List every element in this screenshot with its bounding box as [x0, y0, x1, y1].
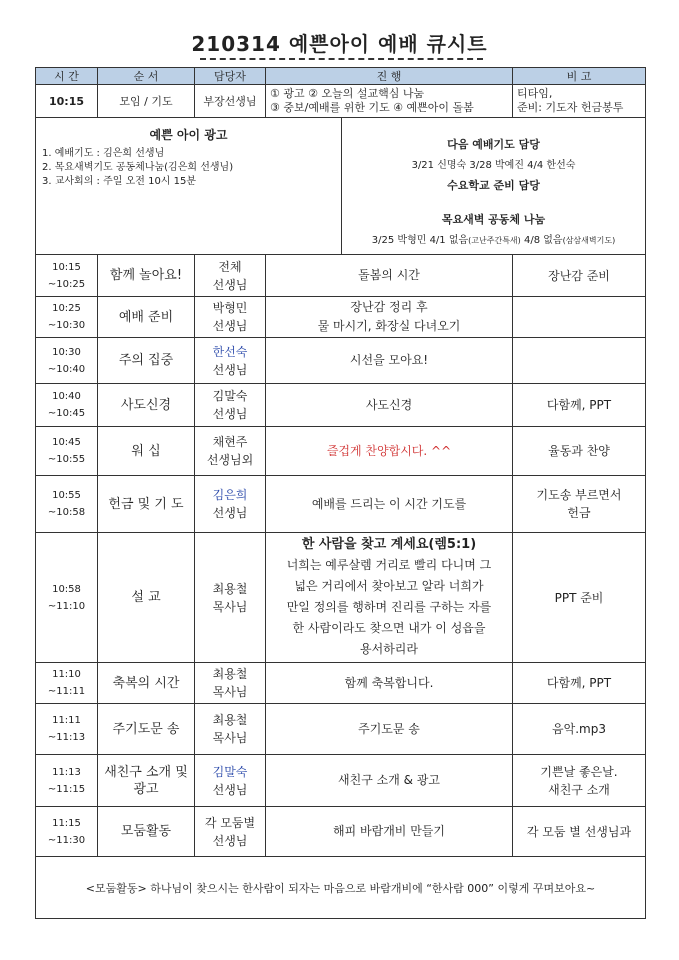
opening-row	[36, 85, 646, 118]
activity-note: <모둠활동> 하나님이 찾으시는 한사람이 되자는 마음으로 바람개비에 “한사람 000” 이렇게 꾸며보아요~	[36, 857, 646, 919]
note-line: 기도송 부르면서	[536, 488, 622, 502]
announcement-box	[36, 118, 342, 255]
person-name: 각 모둠별	[204, 815, 256, 830]
person-name: 최용철	[212, 713, 248, 727]
person-name: 최용철	[212, 667, 248, 681]
row-note: 각 모둠 별 선생님과	[513, 807, 646, 857]
row-note	[513, 476, 646, 533]
row-time	[36, 755, 98, 807]
time-start: 11:11	[52, 715, 81, 726]
row-time	[36, 663, 98, 704]
sermon-verse-line: 너희는 예루살렘 거리로 빨리 다니며 그	[286, 558, 492, 572]
thu-sharing-schedule	[346, 231, 641, 246]
row-time	[36, 476, 98, 533]
row-note	[513, 755, 646, 807]
person-title: 선생님	[212, 506, 248, 520]
opening-progress-line2: ③ 중보/예배를 위한 기도 ④ 예쁜아이 돌봄	[270, 101, 474, 114]
cue-sheet-table	[35, 67, 646, 919]
row-progress: 주기도문 송	[266, 704, 513, 755]
row-progress: 새친구 소개 & 광고	[266, 755, 513, 807]
prayer-duty-title: 다음 예배기도 담당	[447, 138, 540, 151]
note-line: 헌금	[567, 506, 591, 520]
row-person	[195, 476, 266, 533]
row-progress: 사도신경	[266, 384, 513, 427]
prayer-duty-schedule: 3/21 신명숙 3/28 박예진 4/4 한선숙	[411, 160, 576, 171]
time-end: ~11:10	[47, 600, 86, 612]
person-name: 전체	[218, 259, 242, 274]
row-note: PPT 준비	[513, 533, 646, 663]
note-line: 기쁜날 좋은날.	[540, 764, 618, 779]
row-note: 율동과 찬양	[513, 427, 646, 476]
table-row	[36, 755, 646, 807]
progress-line: 물 마시기, 화장실 다녀오기	[317, 319, 461, 333]
time-end: ~11:13	[47, 732, 86, 743]
person-title: 선생님	[212, 319, 248, 333]
time-end: ~10:58	[47, 507, 86, 518]
table-row	[36, 427, 646, 476]
thu-schedule-1-note: (고난주간특새)	[468, 236, 521, 245]
person-title: 선생님외	[206, 453, 254, 467]
row-time	[36, 807, 98, 857]
thu-sharing-title: 목요새벽 공동체 나눔	[441, 213, 546, 226]
row-person	[195, 297, 266, 338]
row-item	[98, 755, 195, 807]
time-start: 10:45	[52, 437, 81, 448]
row-item: 주의 집중	[98, 338, 195, 384]
row-item: 워 십	[98, 427, 195, 476]
opening-progress	[266, 85, 513, 118]
row-progress: 함께 축복합니다.	[266, 663, 513, 704]
row-item: 축복의 시간	[98, 663, 195, 704]
time-end: ~11:30	[47, 834, 86, 846]
person-title: 선생님	[212, 362, 248, 377]
table-row	[36, 476, 646, 533]
person-title: 목사님	[212, 731, 248, 745]
row-time	[36, 704, 98, 755]
person-title: 선생님	[212, 782, 248, 797]
time-start: 11:13	[52, 766, 81, 778]
row-time	[36, 427, 98, 476]
opening-note-line1: 티타임,	[517, 87, 553, 100]
person-name: 김말숙	[212, 389, 248, 403]
row-progress: 시선을 모아요!	[266, 338, 513, 384]
row-progress: 예배를 드리는 이 시간 기도를	[266, 476, 513, 533]
title-underline	[200, 58, 483, 60]
note-line: 새친구 소개	[548, 782, 610, 797]
announcement-title: 예쁜 아이 광고	[149, 128, 228, 142]
row-time	[36, 338, 98, 384]
time-end: ~10:25	[47, 278, 86, 290]
opening-time: 10:15	[36, 85, 98, 118]
table-header-row	[36, 68, 646, 85]
progress-line: 장난감 정리 후	[350, 300, 428, 314]
row-item: 사도신경	[98, 384, 195, 427]
row-person	[195, 427, 266, 476]
row-time	[36, 384, 98, 427]
announcement-row	[36, 118, 646, 255]
row-person	[195, 255, 266, 297]
time-end: ~11:15	[47, 783, 86, 795]
table-row	[36, 807, 646, 857]
person-name: 김은희	[212, 488, 248, 502]
header-time: 시 간	[36, 68, 98, 85]
row-note: 음악.mp3	[513, 704, 646, 755]
row-time	[36, 533, 98, 663]
row-item: 주기도문 송	[98, 704, 195, 755]
time-start: 10:25	[52, 303, 81, 314]
time-end: ~10:45	[47, 408, 86, 419]
opening-item: 모임 / 기도	[98, 85, 195, 118]
person-name: 박형민	[212, 301, 248, 315]
table-row	[36, 255, 646, 297]
item-line: 광고	[133, 781, 159, 797]
opening-note	[513, 85, 646, 118]
row-person	[195, 338, 266, 384]
person-name: 채현주	[212, 435, 248, 449]
time-start: 10:30	[52, 346, 81, 358]
time-end: ~10:30	[47, 320, 86, 331]
row-item: 헌금 및 기 도	[98, 476, 195, 533]
person-title: 선생님	[212, 407, 248, 421]
sermon-verse-line: 넓은 거리에서 찾아보고 알라 너희가	[294, 579, 484, 593]
row-note	[513, 338, 646, 384]
thu-schedule-2-note: (삼삼새벽기도)	[562, 236, 616, 245]
table-row	[36, 533, 646, 663]
time-start: 10:55	[52, 490, 81, 501]
row-item: 함께 놀아요!	[98, 255, 195, 297]
opening-note-line2: 준비: 기도자 헌금봉투	[517, 101, 624, 114]
row-person	[195, 755, 266, 807]
document-title: 210314 예쁜아이 예배 큐시트	[191, 32, 488, 56]
opening-progress-line1: ① 광고 ② 오늘의 설교핵심 나눔	[270, 87, 425, 100]
person-name: 한선숙	[212, 344, 248, 359]
person-title: 목사님	[212, 599, 248, 614]
thu-schedule-1: 3/25 박형민 4/1 없음	[371, 235, 469, 246]
time-end: ~10:40	[47, 363, 86, 375]
row-person	[195, 704, 266, 755]
person-name: 김말숙	[212, 764, 248, 779]
row-note	[513, 297, 646, 338]
row-item: 모둠활동	[98, 807, 195, 857]
row-person	[195, 384, 266, 427]
row-note: 다함께, PPT	[513, 384, 646, 427]
wed-school-title: 수요학교 준비 담당	[447, 179, 540, 192]
table-row	[36, 338, 646, 384]
time-start: 10:58	[52, 583, 81, 595]
header-person: 담당자	[195, 68, 266, 85]
header-note: 비 고	[513, 68, 646, 85]
sermon-cell	[266, 533, 513, 663]
row-progress: 즐겁게 찬양합시다. ^^	[266, 427, 513, 476]
time-start: 11:10	[52, 669, 81, 680]
row-time	[36, 297, 98, 338]
row-note: 장난감 준비	[513, 255, 646, 297]
row-person	[195, 807, 266, 857]
announcement-item: 1. 예배기도 : 김은희 선생님	[42, 148, 165, 159]
row-item: 예배 준비	[98, 297, 195, 338]
header-order: 순 서	[98, 68, 195, 85]
table-row	[36, 704, 646, 755]
opening-person: 부장선생님	[195, 85, 266, 118]
sermon-verse-line: 만일 정의를 행하며 진리를 구하는 자를	[286, 600, 492, 614]
time-end: ~11:11	[47, 686, 86, 697]
thu-schedule-2: 4/8 없음	[520, 235, 563, 246]
person-title: 목사님	[212, 685, 248, 699]
table-row	[36, 384, 646, 427]
person-title: 선생님	[212, 277, 248, 292]
schedule-box	[342, 118, 646, 255]
person-title: 선생님	[212, 833, 248, 848]
sermon-verse-line: 한 사람이라도 찾으면 내가 이 성읍을	[292, 621, 486, 635]
announcement-item: 3. 교사회의 : 주일 오전 10시 15분	[42, 176, 197, 187]
row-progress: 해피 바람개비 만들기	[266, 807, 513, 857]
row-person	[195, 533, 266, 663]
announcement-item: 2. 목요새벽기도 공동체나눔(김은희 선생님)	[42, 162, 234, 173]
row-progress	[266, 297, 513, 338]
row-time	[36, 255, 98, 297]
item-line: 새친구 소개 및	[104, 764, 188, 780]
sermon-title: 한 사람을 찾고 계세요(렘5:1)	[301, 537, 477, 552]
header-progress: 진 행	[266, 68, 513, 85]
time-start: 11:15	[52, 817, 81, 829]
table-row	[36, 297, 646, 338]
table-row	[36, 663, 646, 704]
row-note: 다함께, PPT	[513, 663, 646, 704]
person-name: 최용철	[212, 581, 248, 596]
sermon-verse-line: 용서하리라	[360, 642, 418, 656]
row-person	[195, 663, 266, 704]
time-start: 10:40	[52, 391, 81, 402]
time-start: 10:15	[52, 261, 81, 273]
row-progress: 돌봄의 시간	[266, 255, 513, 297]
row-item: 설 교	[98, 533, 195, 663]
footer-row	[36, 857, 646, 919]
time-end: ~10:55	[47, 454, 86, 465]
